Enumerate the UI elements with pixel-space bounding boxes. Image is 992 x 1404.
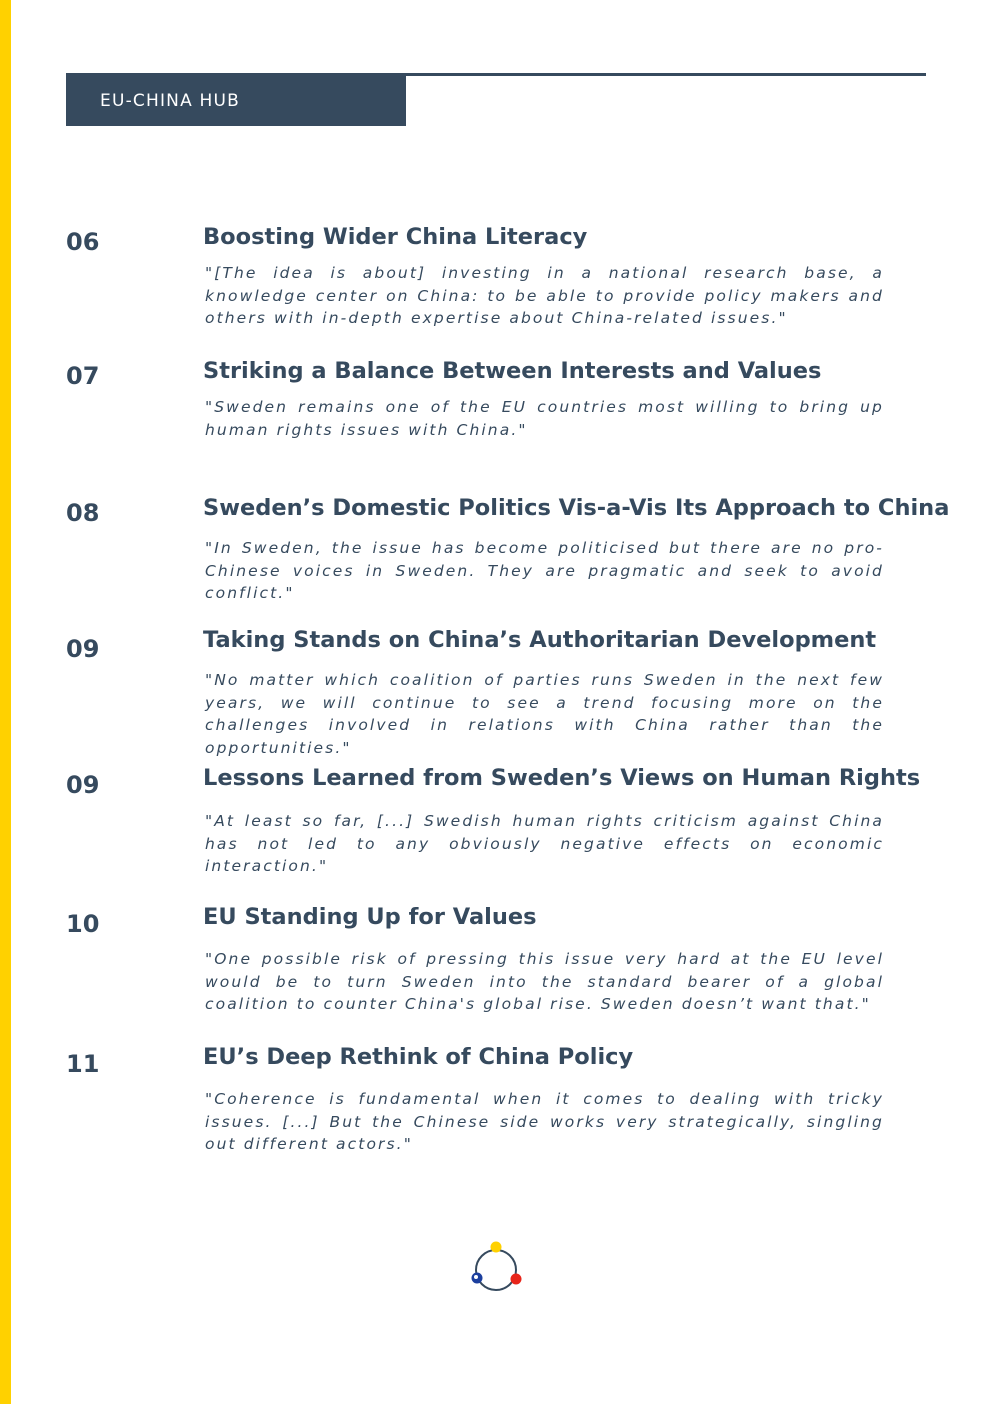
entry-title[interactable]: Striking a Balance Between Interests and Values	[203, 358, 822, 384]
entry-quote: "In Sweden, the issue has become politicised but there are no pro-Chinese voices in Sweden. They are pragmatic and seek to avoid conflict."	[205, 539, 884, 602]
entry-page-number: 08	[66, 499, 100, 527]
entry-quote: "Coherence is fundamental when it comes to dealing with tricky issues. [...] But the Chinese side works very strategically, singling out different actors."	[205, 1090, 884, 1153]
entry-page-number: 09	[66, 635, 100, 663]
entry-quote: "[The idea is about] investing in a national research base, a knowledge center on China: to be able to provide policy makers and others with in-depth expertise about China-related issues."	[205, 264, 884, 327]
entry-page-number: 10	[66, 910, 100, 938]
entry-quote: "One possible risk of pressing this issue very hard at the EU level would be to turn Sweden into the standard bearer of a global coalition to counter China's global rise. Sweden doesn’t want that."	[205, 950, 884, 1013]
header-label: EU-CHINA HUB	[100, 91, 241, 111]
header-banner	[66, 73, 406, 126]
entry-title[interactable]: EU’s Deep Rethink of China Policy	[203, 1044, 634, 1070]
entry-title[interactable]: Sweden’s Domestic Politics Vis-a-Vis Its Approach to China	[203, 495, 950, 521]
entry-page-number: 06	[66, 228, 100, 256]
entry-page-number: 09	[66, 771, 100, 799]
entry-title[interactable]: EU Standing Up for Values	[203, 904, 537, 930]
entry-quote: "At least so far, [...] Swedish human rights criticism against China has not led to any obviously negative effects on economic interaction."	[205, 812, 884, 875]
entry-page-number: 11	[66, 1050, 100, 1078]
entry-page-number: 07	[66, 362, 100, 390]
eu-china-hub-logo-icon	[466, 1238, 526, 1298]
entry-title[interactable]: Taking Stands on China’s Authoritarian Development	[203, 627, 877, 653]
entry-title[interactable]: Lessons Learned from Sweden’s Views on Human Rights	[203, 765, 921, 791]
entry-quote: "Sweden remains one of the EU countries most willing to bring up human rights issues with China."	[205, 398, 884, 439]
entry-quote: "No matter which coalition of parties runs Sweden in the next few years, we will continue to see a trend focusing more on the challenges involved in relations with China rather than the opportunities."	[205, 671, 884, 757]
entry-title[interactable]: Boosting Wider China Literacy	[203, 224, 588, 250]
accent-side-bar	[0, 0, 11, 1404]
